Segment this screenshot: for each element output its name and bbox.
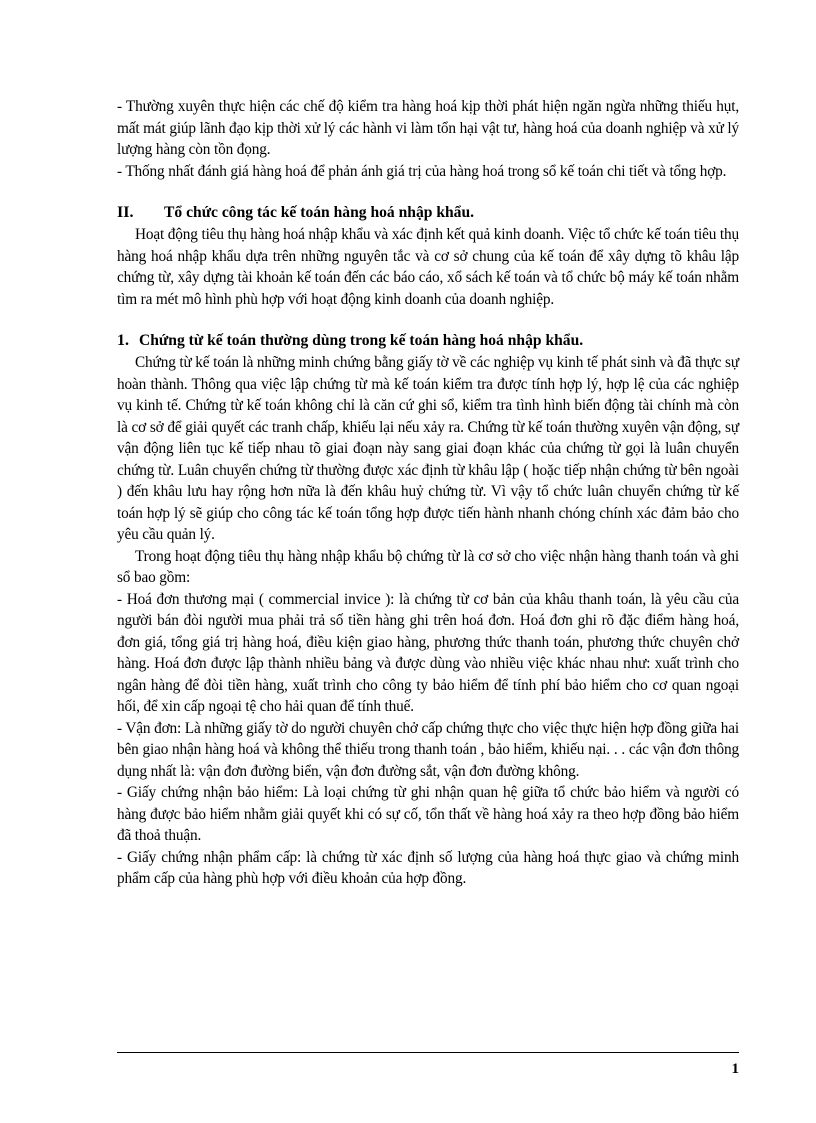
footer-divider: [117, 1052, 739, 1053]
section-1-paragraph-docset: Trong hoạt động tiêu thụ hàng nhập khẩu bộ chứng từ là cơ sở cho việc nhận hàng thanh toán và ghi sổ bao gồm:: [117, 547, 739, 586]
document-page: [117, 96, 739, 890]
paragraph-valuation: - Thống nhất đánh giá hàng hoá để phản ánh giá trị của hàng hoá trong sổ kế toán chi tiết và tổng hợp.: [117, 162, 727, 180]
section-title-1: Chứng từ kế toán thường dùng trong kế toán hàng hoá nhập khẩu.: [139, 332, 584, 349]
section-1-paragraph-intro: Chứng từ kế toán là những minh chứng bằng giấy tờ về các nghiệp vụ kinh tế phát sinh và đã thực sự hoàn thành. Thông qua việc lập chứng từ mà kế toán kiểm tra được tính hợp lý, hợp lệ của các nghiệp vụ kinh tế. Chứng từ kế toán không chỉ là căn cứ ghi sổ, kiểm tra tình hình biến động tài chính mà còn là cơ sở để giải quyết các tranh chấp, khiếu lại nếu xảy ra. Chứng từ kế toán thường xuyên vận động, sự vận động liên tục kế tiếp nhau tõ giai đoạn này sang giai đoạn khác của chứng từ gọi là luân chuyển chứng từ. Luân chuyển chứng từ thường được xác định từ khâu lập ( hoặc tiếp nhận chứng từ bên ngoài ) đến khâu lưu hay rộng hơn nữa là đến khâu huỷ chứng từ. Vì vậy tổ chức luân chuyển chứng từ kế toán hợp lý sẽ giúp cho công tác kế toán tổng hợp được tiến hành nhanh chóng chính xác đảm bảo cho yêu cầu quản lý.: [117, 354, 739, 543]
list-item-bill-of-lading: - Vận đơn: Là những giấy tờ do người chuyên chở cấp chứng thực cho việc thực hiện hợp đồng giữa hai bên giao nhận hàng hoá và không thể thiếu trong thanh toán , bảo hiểm, khiếu nại. . . các vận đơn thông dụng nhất là: vận đơn đường biển, vận đơn đường sắt, vận đơn đường không.: [117, 719, 739, 780]
list-item-insurance-certificate: - Giấy chứng nhận bảo hiểm: Là loại chứng từ ghi nhận quan hệ giữa tổ chức bảo hiểm và người có hàng được bảo hiểm nhằm giải quyết khi có sự cố, tổn thất về hàng hoá xảy ra theo hợp đồng bảo hiểm đã thoả thuận.: [117, 784, 739, 844]
section-title-2: Tổ chức công tác kế toán hàng hoá nhập khẩu.: [164, 204, 475, 221]
paragraph-inspection: - Thường xuyên thực hiện các chế độ kiểm tra hàng hoá kịp thời phát hiện ngăn ngừa những thiếu hụt, mất mát giúp lãnh đạo kịp thời xử lý các hành vi làm tổn hại vật tư, hàng hoá của doanh nghiệp và xử lý lượng hàng còn tồn đọng.: [117, 98, 740, 158]
section-heading-1: [117, 330, 739, 352]
list-item-commercial-invoice: - Hoá đơn thương mại ( commercial invice ): là chứng từ cơ bản của khâu thanh toán, là yêu cầu của người bán đòi người mua phải trả số tiền hàng ghi trên hoá đơn. Hoá đơn ghi rõ đặc điểm hàng hoá, đơn giá, tổng giá trị hàng hoá, điều kiện giao hàng, phương thức thanh toán, phương thức chuyên chở hàng. Hoá đơn được lập thành nhiều bảng và được dùng vào nhiều việc khác nhau như: xuất trình cho ngân hàng để đòi tiền hàng, xuất trình cho công ty bảo hiểm để tính phí bảo hiểm cho cơ quan ngoại hối, để xin cấp ngoại tệ cho hải quan để tính thuế.: [117, 590, 739, 715]
section-heading-2: [117, 202, 739, 224]
section-number-2: II.: [117, 204, 134, 221]
page-number: 1: [731, 1061, 739, 1077]
section-2-paragraph: Hoạt động tiêu thụ hàng hoá nhập khẩu và xác định kết quả kinh doanh. Việc tổ chức kế toán tiêu thụ hàng hoá nhập khẩu dựa trên những nguyên tắc và cơ sở chung của kế toán để xây dựng tõ khâu lập chứng từ, xây dựng tài khoản kế toán đến các báo cáo, xổ sách kế toán và tổ chức bộ máy kế toán nhằm tìm ra mét mô hình phù hợp với hoạt động kinh doanh của doanh nghiệp.: [117, 226, 739, 308]
list-item-quality-certificate: - Giấy chứng nhận phẩm cấp: là chứng từ xác định số lượng của hàng hoá thực giao và chứng minh phẩm cấp của hàng phù hợp với điều khoản của hợp đồng.: [117, 848, 739, 887]
section-number-1: 1.: [117, 332, 129, 349]
